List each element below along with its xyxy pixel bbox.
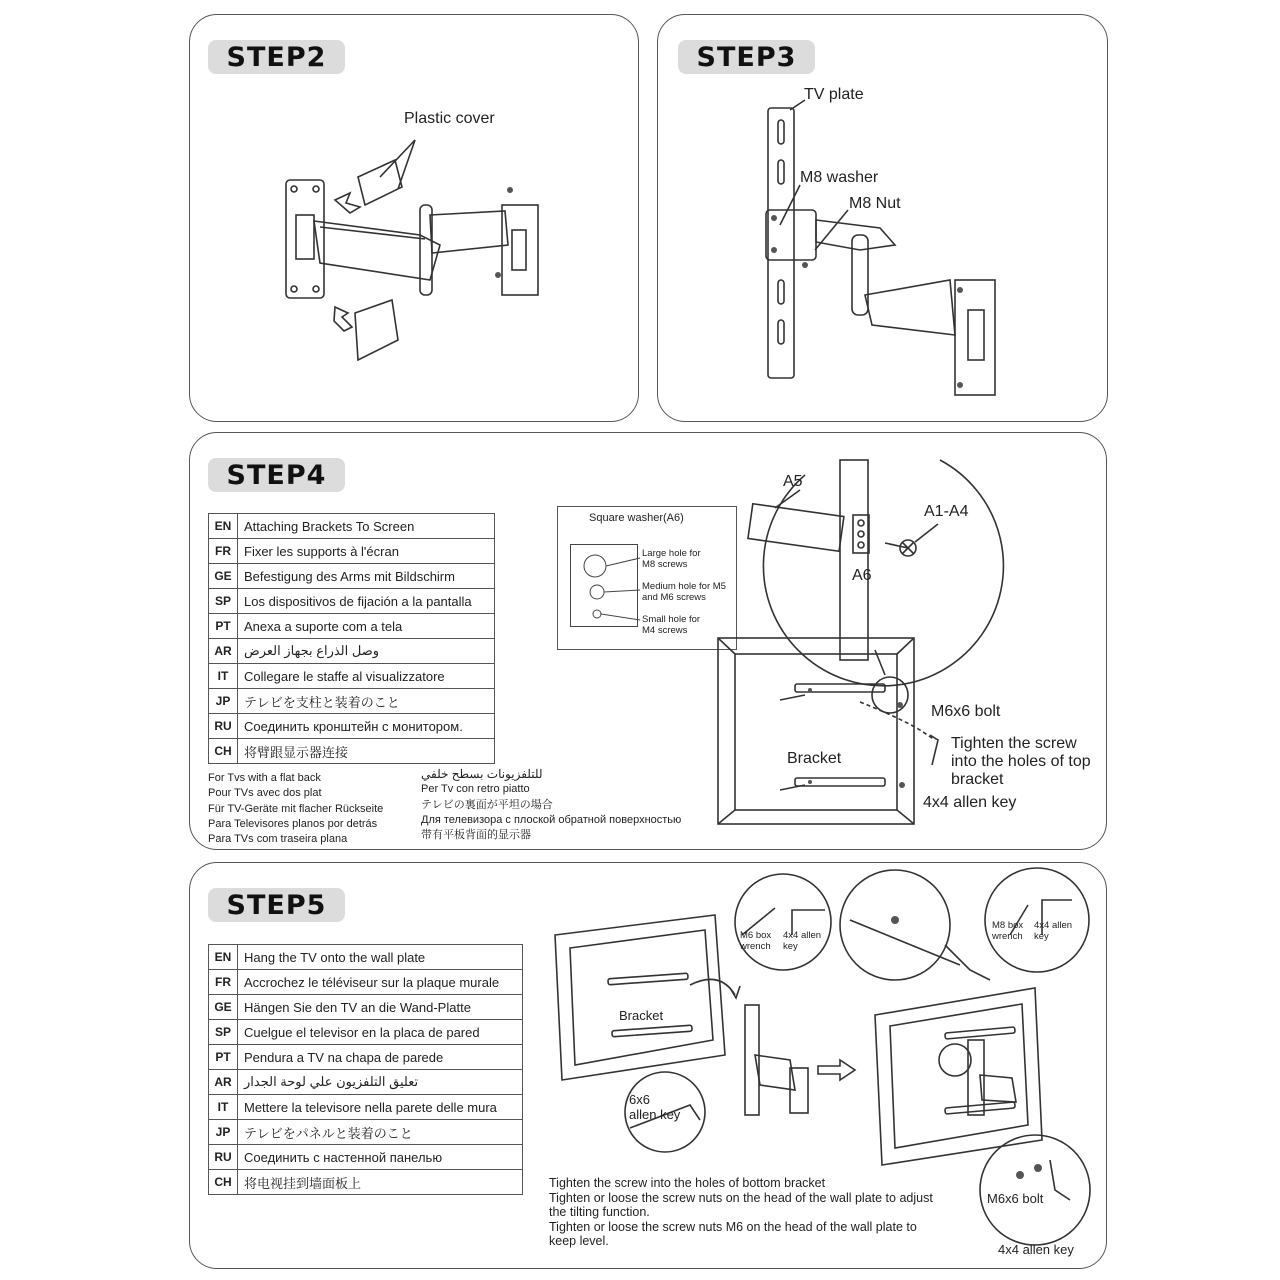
flatback-notes-right bbox=[421, 767, 681, 843]
lang-code: JP bbox=[209, 1120, 238, 1145]
table-row bbox=[209, 689, 495, 714]
note-line: Pour TVs avec dos plat bbox=[208, 787, 322, 800]
allen-key-label: 4x4 allen key bbox=[923, 794, 1017, 811]
lang-code: EN bbox=[209, 945, 238, 970]
plastic-cover-label: Plastic cover bbox=[404, 110, 495, 127]
lang-code: IT bbox=[209, 1095, 238, 1120]
square-washer-title: Square washer(A6) bbox=[589, 512, 684, 524]
lang-code: GE bbox=[209, 564, 238, 589]
lang-code: EN bbox=[209, 514, 238, 539]
lang-text: Anexa a suporte com a tela bbox=[238, 614, 495, 639]
tighten-line-1: Tighten the screw bbox=[951, 735, 1077, 752]
m6-box-wrench-label: M6 box wrench bbox=[740, 930, 772, 952]
lang-text: Los dispositivos de fijación a la pantalla bbox=[238, 589, 495, 614]
note-line: Für TV-Geräte mit flacher Rückseite bbox=[208, 802, 384, 815]
step5-allen-bottom-label: 4x4 allen key bbox=[998, 1242, 1074, 1257]
table-row bbox=[209, 564, 495, 589]
table-row bbox=[209, 970, 523, 995]
lang-text: Hang the TV onto the wall plate bbox=[238, 945, 523, 970]
table-row bbox=[209, 945, 523, 970]
table-row bbox=[209, 1120, 523, 1145]
step5-m6x6-bolt-label: M6x6 bolt bbox=[987, 1191, 1044, 1206]
lang-code: IT bbox=[209, 664, 238, 689]
lang-code: CH bbox=[209, 739, 238, 764]
lang-text: 将电视挂到墙面板上 bbox=[238, 1170, 523, 1195]
bracket-label: Bracket bbox=[787, 750, 842, 767]
note-line: For Tvs with a flat back bbox=[208, 772, 321, 784]
flatback-notes-left bbox=[208, 771, 383, 847]
lang-text: 将臂跟显示器连接 bbox=[238, 739, 495, 764]
note-line: Para Televisores planos por detrás bbox=[208, 817, 378, 830]
lang-code: FR bbox=[209, 970, 238, 995]
washer-small-label: Small hole for M4 screws bbox=[642, 614, 701, 636]
lang-text: تعليق التلفزيون علي لوحة الجدار bbox=[238, 1070, 523, 1095]
lang-text: Collegare le staffe al visualizzatore bbox=[238, 664, 495, 689]
step3-badge: STEP3 bbox=[678, 40, 815, 74]
lang-text: Befestigung des Arms mit Bildschirm bbox=[238, 564, 495, 589]
lang-text: Accrochez le téléviseur sur la plaque murale bbox=[238, 970, 523, 995]
table-row bbox=[209, 639, 495, 664]
step2-badge: STEP2 bbox=[208, 40, 345, 74]
instruction-line: keep level. bbox=[549, 1234, 609, 1249]
table-row bbox=[209, 614, 495, 639]
lang-code: PT bbox=[209, 614, 238, 639]
table-row bbox=[209, 995, 523, 1020]
washer-medium-label: Medium hole for M5 and M6 screws bbox=[642, 581, 726, 603]
note-line: Per Tv con retro piatto bbox=[421, 783, 530, 796]
washer-large-label: Large hole for M8 screws bbox=[642, 548, 701, 570]
tighten-line-2: into the holes of top bbox=[951, 753, 1091, 770]
step3-arm-illustration bbox=[760, 100, 1010, 400]
table-row bbox=[209, 739, 495, 764]
allen-4x4-label-b: 4x4 allen key bbox=[1034, 920, 1073, 942]
table-row bbox=[209, 1170, 523, 1195]
lang-text: Pendura a TV na chapa de parede bbox=[238, 1045, 523, 1070]
step5-badge: STEP5 bbox=[208, 888, 345, 922]
step4-language-table bbox=[208, 513, 495, 764]
lang-code: RU bbox=[209, 714, 238, 739]
lang-text: Соединить с настенной панелью bbox=[238, 1145, 523, 1170]
step5-language-table bbox=[208, 944, 523, 1195]
step4-detail-illustration bbox=[710, 450, 1100, 850]
m8-nut-label: M8 Nut bbox=[849, 195, 901, 212]
lang-code: PT bbox=[209, 1045, 238, 1070]
instruction-line: the tilting function. bbox=[549, 1205, 650, 1220]
step5-bracket-label: Bracket bbox=[619, 1008, 664, 1023]
table-row bbox=[209, 514, 495, 539]
table-row bbox=[209, 1145, 523, 1170]
note-line: テレビの裏面が平坦の場合 bbox=[421, 798, 553, 811]
table-row bbox=[209, 589, 495, 614]
lang-code: AR bbox=[209, 1070, 238, 1095]
m6x6-bolt-label: M6x6 bolt bbox=[931, 703, 1001, 720]
step2-arm-illustration bbox=[270, 135, 560, 375]
table-row bbox=[209, 1095, 523, 1120]
m8-washer-label: M8 washer bbox=[800, 169, 879, 186]
lang-code: AR bbox=[209, 639, 238, 664]
table-row bbox=[209, 1020, 523, 1045]
lang-code: GE bbox=[209, 995, 238, 1020]
tighten-line-3: bracket bbox=[951, 771, 1004, 788]
allen-4x4-label-a: 4x4 allen key bbox=[783, 930, 822, 952]
allen-6x6-line-1: 6x6 bbox=[629, 1092, 650, 1107]
lang-text: Mettere la televisore nella parete delle mura bbox=[238, 1095, 523, 1120]
note-line: Для телевизора с плоской обратной поверхностью bbox=[421, 813, 682, 826]
lang-text: وصل الذراع بجهاز العرض bbox=[238, 639, 495, 664]
table-row bbox=[209, 714, 495, 739]
instruction-line: Tighten or loose the screw nuts on the head of the wall plate to adjust bbox=[549, 1190, 933, 1205]
step4-badge: STEP4 bbox=[208, 458, 345, 492]
lang-code: RU bbox=[209, 1145, 238, 1170]
a1-a4-label: A1-A4 bbox=[924, 503, 969, 520]
note-line: للتلفزيونات بسطح خلفي bbox=[421, 767, 543, 781]
instruction-line: Tighten or loose the screw nuts M6 on the head of the wall plate to bbox=[549, 1219, 917, 1234]
table-row bbox=[209, 1070, 523, 1095]
allen-6x6-line-2: allen key bbox=[629, 1107, 681, 1122]
tv-plate-label: TV plate bbox=[804, 86, 864, 103]
lang-code: FR bbox=[209, 539, 238, 564]
m8-box-wrench-label: M8 box wrench bbox=[992, 920, 1024, 942]
lang-code: SP bbox=[209, 589, 238, 614]
table-row bbox=[209, 1045, 523, 1070]
note-line: Para TVs com traseira plana bbox=[208, 833, 348, 846]
lang-text: Hängen Sie den TV an die Wand-Platte bbox=[238, 995, 523, 1020]
lang-text: Fixer les supports à l'écran bbox=[238, 539, 495, 564]
table-row bbox=[209, 539, 495, 564]
lang-code: SP bbox=[209, 1020, 238, 1045]
step5-instructions bbox=[549, 1176, 933, 1249]
lang-text: Cuelgue el televisor en la placa de pared bbox=[238, 1020, 523, 1045]
lang-text: テレビを支柱と装着のこと bbox=[238, 689, 495, 714]
lang-code: CH bbox=[209, 1170, 238, 1195]
lang-text: テレビをパネルと装着のこと bbox=[238, 1120, 523, 1145]
a6-label: A6 bbox=[852, 567, 872, 584]
square-washer-diagram bbox=[570, 544, 640, 628]
a5-label: A5 bbox=[783, 473, 803, 490]
lang-text: Соединить кронштейн с монитором. bbox=[238, 714, 495, 739]
lang-text: Attaching Brackets To Screen bbox=[238, 514, 495, 539]
instruction-line: Tighten the screw into the holes of bottom bracket bbox=[549, 1176, 826, 1190]
note-line: 带有平板背面的显示器 bbox=[421, 829, 531, 842]
lang-code: JP bbox=[209, 689, 238, 714]
table-row bbox=[209, 664, 495, 689]
